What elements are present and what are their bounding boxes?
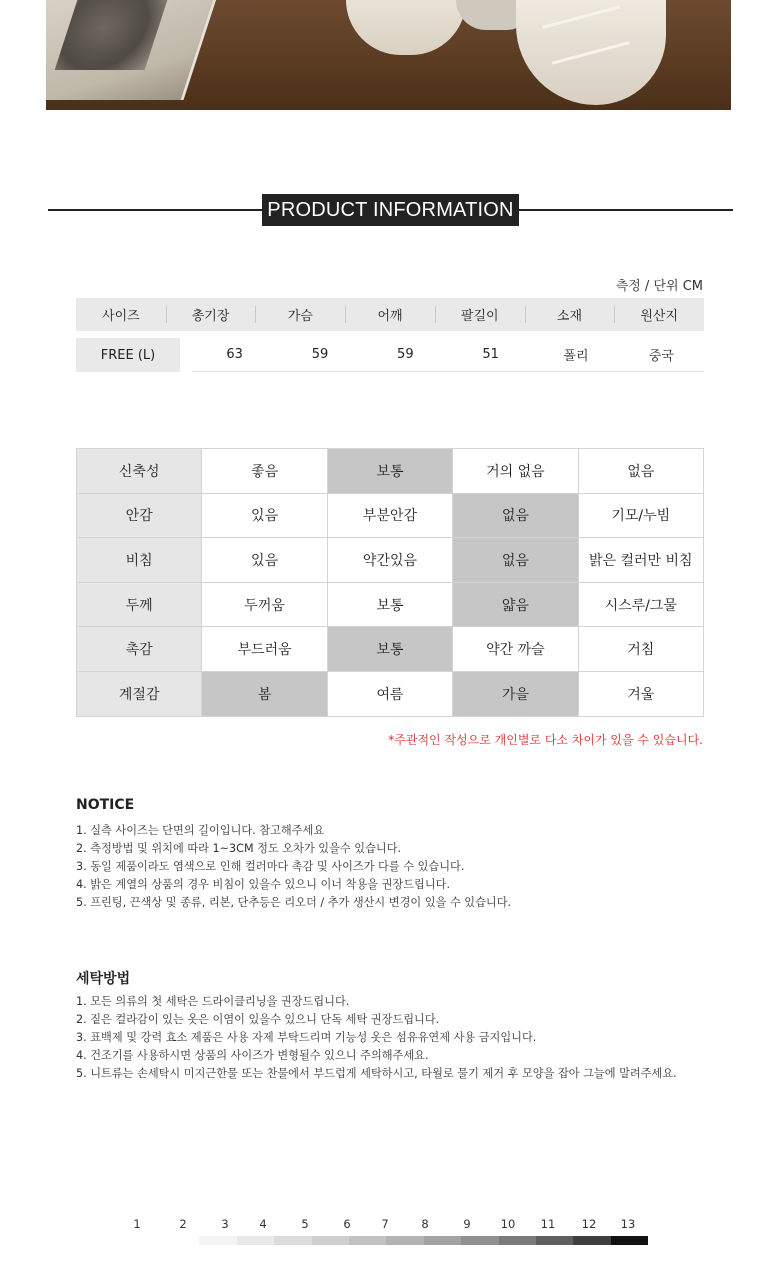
property-option: 부분안감 [327,493,452,538]
property-label: 안감 [77,493,202,538]
size-header-cell: 팔길이 [435,298,525,331]
color-scale-bar [162,1236,648,1245]
size-table [76,298,704,372]
property-option-selected: 가을 [453,671,578,716]
notice-list [76,822,511,912]
property-label: 신축성 [77,449,202,494]
notice-item: 3. 동일 제품이라도 염색으로 인해 컬러마다 촉감 및 사이즈가 다를 수 있습니다. [76,860,465,873]
property-option: 부드러움 [202,627,327,672]
color-swatch [611,1236,648,1245]
property-label: 두께 [77,582,202,627]
scale-number: 13 [620,1217,636,1231]
property-option-selected: 보통 [327,627,452,672]
property-option: 시스루/그물 [578,582,703,627]
size-table-header [76,298,704,331]
property-option: 두꺼움 [202,582,327,627]
size-header-cell: 총기장 [166,298,256,331]
color-swatch [162,1236,199,1245]
property-option: 있음 [202,493,327,538]
washing-item: 4. 건조기를 사용하시면 상품의 사이즈가 변형될수 있으니 주의해주세요. [76,1049,429,1062]
size-value-cell: 63 [192,338,277,372]
scale-number: 8 [421,1217,429,1231]
property-row [77,449,704,494]
color-swatch [199,1236,236,1245]
property-option: 거의 없음 [453,449,578,494]
scale-number: 2 [179,1217,187,1231]
shoe-left [346,0,466,55]
washing-title: 세탁방법 [76,971,131,987]
notice-item: 5. 프린팅, 끈색상 및 종류, 리본, 단추등은 리오더 / 추가 생산시 변경이 있을 수 있습니다. [76,896,512,909]
size-value-cell: 59 [277,338,362,372]
scale-number: 3 [221,1217,229,1231]
scale-number: 12 [581,1217,597,1231]
property-option-selected: 없음 [453,493,578,538]
size-value-cell: 51 [448,338,533,372]
size-table-row [76,338,704,372]
property-row [77,671,704,716]
property-option: 기모/누빔 [578,493,703,538]
color-swatch [461,1236,498,1245]
property-option-selected: 봄 [202,671,327,716]
notice-item: 1. 실측 사이즈는 단면의 길이입니다. 참고해주세요 [76,824,325,837]
scale-number: 9 [463,1217,471,1231]
property-option: 약간있음 [327,538,452,583]
washing-list [76,993,677,1083]
size-header-cell: 사이즈 [102,309,140,324]
property-label: 촉감 [77,627,202,672]
size-value-cell: 폴리 [533,338,618,372]
property-option: 있음 [202,538,327,583]
color-scale-numbers [0,1217,780,1233]
scale-number: 10 [500,1217,516,1231]
property-label: 비침 [77,538,202,583]
property-label: 계절감 [77,671,202,716]
size-value-cell: 59 [363,338,448,372]
washing-item: 3. 표백제 및 강력 효소 제품은 사용 자제 부탁드리며 기능성 옷은 섬유유연제 사용 금지입니다. [76,1031,537,1044]
property-option-selected: 보통 [327,449,452,494]
color-swatch [237,1236,274,1245]
property-option: 밝은 컬러만 비침 [578,538,703,583]
color-swatch [499,1236,536,1245]
color-swatch [573,1236,610,1245]
size-header-cell: 원산지 [614,298,704,331]
washing-item: 2. 짙은 컬라감이 있는 옷은 이염이 있을수 있으니 단독 세탁 권장드립니다. [76,1013,440,1026]
scale-number: 4 [259,1217,267,1231]
property-option: 거침 [578,627,703,672]
size-value-cell: 중국 [619,338,704,372]
notice-title: NOTICE [76,797,135,813]
property-option-selected: 없음 [453,538,578,583]
property-row [77,538,704,583]
property-option: 없음 [578,449,703,494]
scale-number: 7 [381,1217,389,1231]
property-row [77,493,704,538]
property-option-selected: 얇음 [453,582,578,627]
property-option: 보통 [327,582,452,627]
notice-item: 4. 밝은 계열의 상품의 경우 비침이 있을수 있으니 이너 착용을 권장드립니다. [76,878,451,891]
size-header-cell: 소재 [525,298,615,331]
color-swatch [312,1236,349,1245]
washing-item: 5. 니트류는 손세탁시 미지근한물 또는 찬물에서 부드럽게 세탁하시고, 타월로 물기 제거 후 모양을 잡아 그늘에 말려주세요. [76,1067,677,1080]
size-value-cell: FREE (L) [76,338,180,372]
color-swatch [536,1236,573,1245]
color-swatch [386,1236,423,1245]
section-title: PRODUCT INFORMATION [262,194,519,226]
washing-item: 1. 모든 의류의 첫 세탁은 드라이클리닝을 권장드립니다. [76,995,350,1008]
size-header-cell: 어깨 [345,298,435,331]
property-option: 여름 [327,671,452,716]
color-swatch [424,1236,461,1245]
subjective-note: *주관적인 작성으로 개인별로 다소 차이가 있을 수 있습니다. [388,733,703,747]
unit-note: 측정 / 단위 CM [615,279,703,294]
property-table [76,448,704,717]
scale-number: 1 [133,1217,141,1231]
scale-number: 11 [540,1217,556,1231]
product-photo [46,0,731,110]
color-swatch [349,1236,386,1245]
scale-number: 6 [343,1217,351,1231]
color-swatch [274,1236,311,1245]
property-option: 좋음 [202,449,327,494]
property-option: 겨울 [578,671,703,716]
scale-number: 5 [301,1217,309,1231]
notice-item: 2. 측정방법 및 위치에 따라 1~3CM 정도 오차가 있을수 있습니다. [76,842,402,855]
property-row [77,627,704,672]
size-header-cell: 가슴 [255,298,345,331]
property-row [77,582,704,627]
property-option: 약간 까슬 [453,627,578,672]
